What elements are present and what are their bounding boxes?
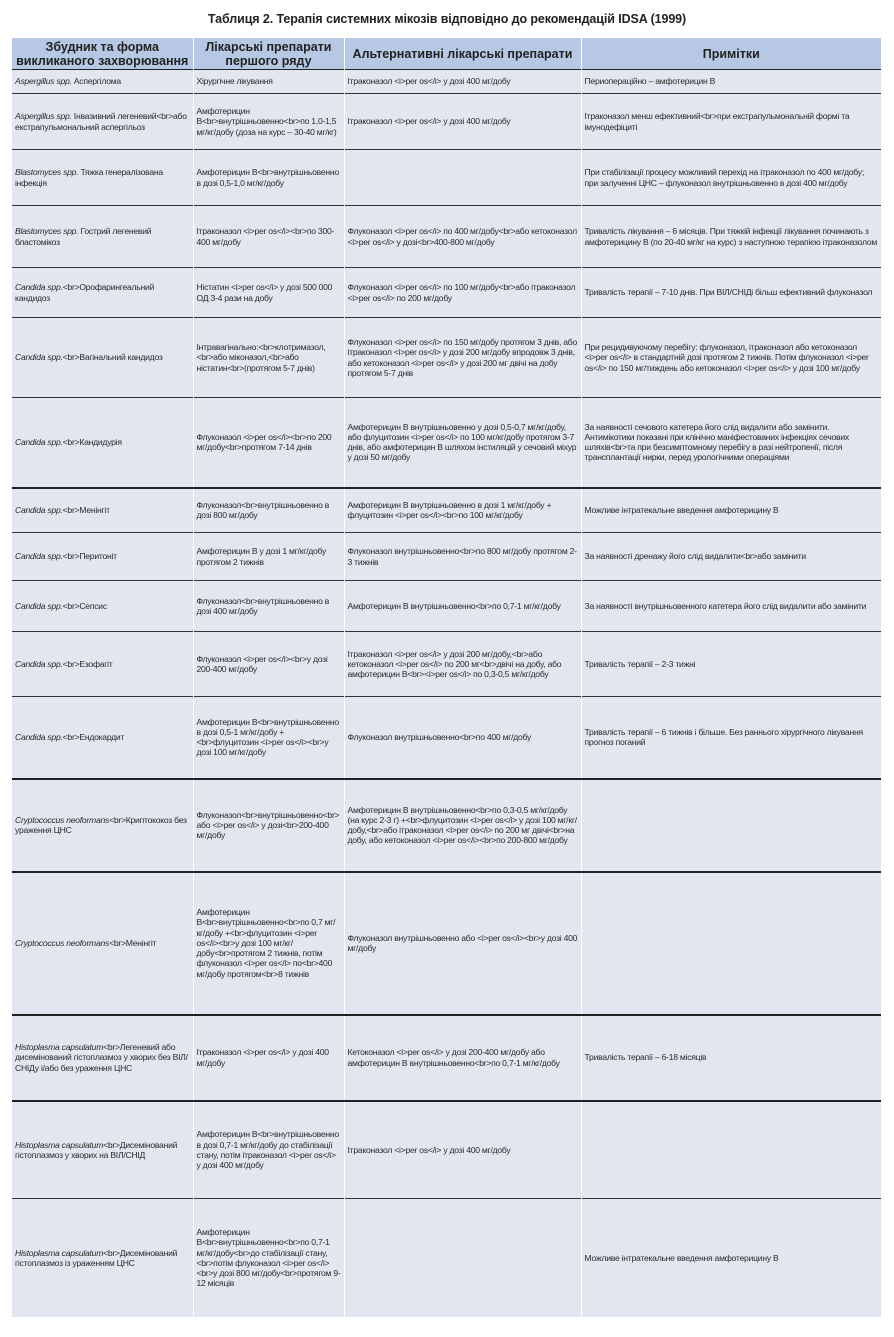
- disease-form: <br>Вагінальний кандидоз: [62, 352, 163, 363]
- cell-notes: При стабілізації процесу можливий перехід на ітраконазол по 400 мг/добу; при залученні ЦНС – флуконазол внутрішньовенно в дозі 400 мг/добу: [581, 150, 881, 206]
- cell-alternative: Амфотерицин В внутрішньовенно в дозі 1 мг/кг/добу + флуцитозин <i>per os</i><br>по 100 мг/кг/добу: [344, 488, 581, 533]
- cell-alternative: Ітраконазол <i>per os</i> у дозі 400 мг/добу: [344, 70, 581, 94]
- cell-pathogen: [12, 398, 193, 488]
- cell-pathogen: [12, 1015, 193, 1101]
- pathogen-genus: Cryptococcus neoformans: [15, 814, 110, 825]
- cell-notes: За наявності дренажу його слід видалити<br>або замінити: [581, 533, 881, 581]
- cell-notes: За наявності сечового катетера його слід видалити або замінити. Антимікотики показані при клінічно маніфестованих інфекціях сечових шляхів<br>та при безсимптомному перебігу в разі нейтропенії, після трансплантації нирки, перед урологічними операціями: [581, 398, 881, 488]
- cell-alternative: [344, 150, 581, 206]
- disease-form: <br>Криптококоз без ураження ЦНС: [15, 814, 187, 835]
- pathogen-genus: Candida spp.: [15, 437, 63, 448]
- cell-notes: Можливе інтратекальне введення амфотерицину В: [581, 1199, 881, 1317]
- cell-pathogen: [12, 697, 193, 779]
- table-row: [12, 697, 881, 779]
- disease-form: Гострий легеневий бластомікоз: [15, 226, 152, 247]
- table-header-row: [12, 38, 881, 70]
- cell-notes: Тривалість лікування – 6 місяців. При тяжкій інфекції лікування починають з амфотерицину В (по 20-40 мг/кг на курс) з наступною терапією ітраконазолом: [581, 206, 881, 268]
- cell-first-line: Амфотерицин В<br>внутрішньовенно<br>по 1,0-1,5 мг/кг/добу (доза на курс – 30-40 мг/кг): [193, 94, 344, 150]
- table-row: [12, 318, 881, 398]
- cell-pathogen: [12, 318, 193, 398]
- cell-alternative: Флуконазол <i>per os</i> по 150 мг/добу протягом 3 днів, або ітраконазол <i>per os</i> у дозі 200 мг/добу впродовж 3 днів, або кетоконазол <i>per os</i> у дозі 200 мг двічі на добу протягом 5-7 днів: [344, 318, 581, 398]
- cell-first-line: Ітраконазол <i>per os</i><br>по 300-400 мг/добу: [193, 206, 344, 268]
- cell-alternative: Кетоконазол <i>per os</i> у дозі 200-400 мг/добу або амфотерицин В внутрішньовенно<br>по 0,7-1 мг/кг/добу: [344, 1015, 581, 1101]
- pathogen-genus: Candida spp.: [15, 658, 63, 669]
- disease-form: <br>Сепсис: [62, 600, 107, 611]
- cell-pathogen: [12, 581, 193, 632]
- disease-form: <br>Менінгіт: [62, 505, 110, 516]
- pathogen-genus: Cryptococcus neoformans: [15, 937, 110, 948]
- disease-form: <br>Кандидурія: [62, 437, 122, 448]
- table-row: [12, 206, 881, 268]
- cell-first-line: Флуконазол <i>per os</i><br>у дозі 200-400 мг/добу: [193, 632, 344, 697]
- disease-form: <br>Перитоніт: [62, 551, 117, 562]
- cell-alternative: Ітраконазол <i>per os</i> у дозі 400 мг/добу: [344, 1101, 581, 1199]
- cell-notes: Тривалість терапії – 2-3 тижні: [581, 632, 881, 697]
- disease-form: <br>Дисемінований гістоплазмоз із ураженням ЦНС: [15, 1247, 178, 1268]
- cell-first-line: Флуконазол<br>внутрішньовенно в дозі 800 мг/добу: [193, 488, 344, 533]
- table-title: Таблиця 2. Терапія системних мікозів відповідно до рекомендацій IDSA (1999): [207, 12, 687, 26]
- header-first-line: Лікарські препарати першого ряду: [193, 38, 344, 70]
- cell-first-line: Флуконазол <i>per os</i><br>по 200 мг/добу<br>протягом 7-14 днів: [193, 398, 344, 488]
- table-row: [12, 872, 881, 1015]
- table-row: [12, 533, 881, 581]
- disease-form: <br>Легеневий або дисемінований гістоплазмоз у хворих без ВІЛ/СНІДу і/або без ураження ЦНС: [15, 1042, 188, 1073]
- table-row: [12, 632, 881, 697]
- header-pathogen: Збудник та форма викликаного захворювання: [12, 38, 193, 70]
- table-row: [12, 779, 881, 872]
- cell-pathogen: [12, 632, 193, 697]
- cell-pathogen: [12, 488, 193, 533]
- pathogen-genus: Aspergillus spp.: [15, 111, 72, 122]
- table-row: [12, 398, 881, 488]
- cell-alternative: Амфотерицин В внутрішньовенно<br>по 0,7-1 мг/кг/добу: [344, 581, 581, 632]
- cell-first-line: Амфотерицин В<br>внутрішньовенно в дозі 0,5-1,0 мг/кг/добу: [193, 150, 344, 206]
- table-row: [12, 94, 881, 150]
- cell-pathogen: [12, 1199, 193, 1317]
- disease-form: Аспергілома: [71, 76, 121, 87]
- pathogen-genus: Histoplasma capsulatum: [15, 1042, 104, 1053]
- cell-notes: Тривалість терапії – 6 тижнів і більше. Без раннього хірургічного лікування прогноз поганий: [581, 697, 881, 779]
- cell-notes: [581, 872, 881, 1015]
- cell-alternative: Флуконазол внутрішньовенно<br>по 800 мг/добу протягом 2-3 тижнів: [344, 533, 581, 581]
- cell-notes: [581, 779, 881, 872]
- disease-form: Інвазивний легеневий<br>або екстрапульмональний аспергільоз: [15, 111, 187, 132]
- table-row: [12, 1101, 881, 1199]
- pathogen-genus: Aspergillus spp.: [15, 76, 72, 87]
- cell-notes: Тривалість терапії – 7-10 днів. При ВІЛ/СНІДі більш ефективний флуконазол: [581, 268, 881, 318]
- table-row: [12, 581, 881, 632]
- pathogen-genus: Candida spp.: [15, 600, 63, 611]
- disease-form: <br>Ендокардит: [62, 732, 125, 743]
- cell-alternative: Флуконазол внутрішньовенно або <i>per os</i><br>у дозі 400 мг/добу: [344, 872, 581, 1015]
- cell-notes: Периопераційно – амфотерицин В: [581, 70, 881, 94]
- table-row: [12, 1199, 881, 1317]
- cell-first-line: Амфотерицин В<br>внутрішньовенно<br>по 0,7 мг/кг/добу +<br>флуцитозин <i>per os</i><br>у дозі 100 мг/кг/добу<br>протягом 2 тижнів, потім флуконазол <i>per os</i> по<br>400 мг/добу протягом<br>8 тижнів: [193, 872, 344, 1015]
- pathogen-genus: Candida spp.: [15, 732, 63, 743]
- table-row: [12, 488, 881, 533]
- cell-pathogen: [12, 779, 193, 872]
- cell-first-line: Ністатин <i>per os</i> у дозі 500 000 ОД 3-4 рази на добу: [193, 268, 344, 318]
- cell-first-line: Амфотерицин В<br>внутрішньовенно в дозі 0,5-1 мг/кг/добу +<br>флуцитозин <i>per os</i><br>у дозі 100 мг/кг/добу: [193, 697, 344, 779]
- cell-alternative: Флуконазол внутрішньовенно<br>по 400 мг/добу: [344, 697, 581, 779]
- cell-notes: Можливе інтратекальне введення амфотерицину В: [581, 488, 881, 533]
- cell-alternative: Флуконазол <i>per os</i> по 400 мг/добу<br>або кетоконазол <i>per os</i> у дозі<br>400-800 мг/добу: [344, 206, 581, 268]
- cell-pathogen: [12, 268, 193, 318]
- cell-alternative: Амфотерицин В внутрішньовенно<br>по 0,3-0,5 мг/кг/добу (на курс 2-3 г) +<br>флуцитозин <i>per os</i> у дозі 100 мг/кг/добу,<br>або ітраконазол <i>per os</i> по 200 мг двічі<br>на добу, або кетоконазол <i>per os</i><br>по 200-800 мг/добу: [344, 779, 581, 872]
- cell-notes: Ітраконазол менш ефективний<br>при екстрапульмональній формі та імунодефіциті: [581, 94, 881, 150]
- table-row: [12, 70, 881, 94]
- pathogen-genus: Candida spp.: [15, 551, 63, 562]
- cell-notes: [581, 1101, 881, 1199]
- cell-pathogen: [12, 150, 193, 206]
- pathogen-genus: Candida spp.: [15, 352, 63, 363]
- cell-notes: При рецидивуючому перебігу: флуконазол, ітраконазол або кетоконазол <i>per os</i> в стандартній дозі протягом 2 тижнів. Потім флуконазол <i>per os</i> по 150 мг/тиждень або кетоконазол <i>per os</i> у дозі 100 мг/добу: [581, 318, 881, 398]
- cell-pathogen: [12, 70, 193, 94]
- pathogen-genus: Blastomyces spp.: [15, 226, 79, 237]
- cell-alternative: [344, 1199, 581, 1317]
- disease-form: <br>Дисемінований гістоплазмоз у хворих на ВІЛ/СНІД: [15, 1139, 178, 1160]
- cell-first-line: Амфотерицин В у дозі 1 мг/кг/добу протягом 2 тижнів: [193, 533, 344, 581]
- cell-alternative: Флуконазол <i>per os</i> по 100 мг/добу<br>або ітраконазол <i>per os</i> по 200 мг/добу: [344, 268, 581, 318]
- disease-form: <br>Езофагіт: [62, 658, 113, 669]
- cell-notes: За наявності внутрішньовенного катетера його слід видалити або замінити: [581, 581, 881, 632]
- cell-first-line: Інтравагінально:<br>клотримазол,<br>або міконазол,<br>або ністатин<br>(протягом 5-7 днів): [193, 318, 344, 398]
- table-body: [12, 70, 881, 1317]
- cell-alternative: Ітраконазол <i>per os</i> у дозі 200 мг/добу,<br>або кетоконазол <i>per os</i> по 200 мг<br>двічі на добу, або амфотерицин В<br><i>per os</i> по 0,3-0,5 мг/кг/добу: [344, 632, 581, 697]
- disease-form: <br>Орофарингеальний кандидоз: [15, 282, 155, 303]
- cell-pathogen: [12, 206, 193, 268]
- cell-alternative: Ітраконазол <i>per os</i> у дозі 400 мг/добу: [344, 94, 581, 150]
- table-row: [12, 1015, 881, 1101]
- disease-form: Тяжка генералізована інфекція: [15, 167, 163, 188]
- cell-pathogen: [12, 533, 193, 581]
- cell-pathogen: [12, 94, 193, 150]
- pathogen-genus: Histoplasma capsulatum: [15, 1139, 104, 1150]
- cell-first-line: Амфотерицин В<br>внутрішньовенно<br>по 0,7-1 мг/кг/добу<br>до стабілізації стану,<br>потім флуконазол <i>per os</i><br>у дозі 800 мг/добу<br>протягом 9-12 місяців: [193, 1199, 344, 1317]
- pathogen-genus: Candida spp.: [15, 505, 63, 516]
- cell-alternative: Амфотерицин В внутрішньовенно у дозі 0,5-0,7 мг/кг/добу, або флуцитозин <i>per os</i> по 100 мг/кг/добу протягом 3-7 днів, або амфотерицин В шляхом інстиляцій у сечовий міхур у дозі 50 мг/добу: [344, 398, 581, 488]
- disease-form: <br>Менінгіт: [109, 937, 157, 948]
- header-alternative: Альтернативні лікарські препарати: [344, 38, 581, 70]
- cell-pathogen: [12, 1101, 193, 1199]
- therapy-table: [12, 38, 881, 1317]
- cell-first-line: Флуконазол<br>внутрішньовенно<br>або <i>per os</i> у дозі<br>200-400 мг/добу: [193, 779, 344, 872]
- pathogen-genus: Blastomyces spp.: [15, 167, 79, 178]
- pathogen-genus: Candida spp.: [15, 282, 63, 293]
- table-row: [12, 150, 881, 206]
- cell-first-line: Флуконазол<br>внутрішньовенно в дозі 400 мг/добу: [193, 581, 344, 632]
- header-notes: Примітки: [581, 38, 881, 70]
- cell-notes: Тривалість терапії – 6-18 місяців: [581, 1015, 881, 1101]
- cell-first-line: Ітраконазол <i>per os</i> у дозі 400 мг/добу: [193, 1015, 344, 1101]
- cell-first-line: Амфотерицин В<br>внутрішньовенно в дозі 0,7-1 мг/кг/добу до стабілізації стану, потім ітраконазол <i>per os</i> у дозі 400 мг/добу: [193, 1101, 344, 1199]
- cell-first-line: Хірургічне лікування: [193, 70, 344, 94]
- cell-pathogen: [12, 872, 193, 1015]
- pathogen-genus: Histoplasma capsulatum: [15, 1247, 104, 1258]
- table-row: [12, 268, 881, 318]
